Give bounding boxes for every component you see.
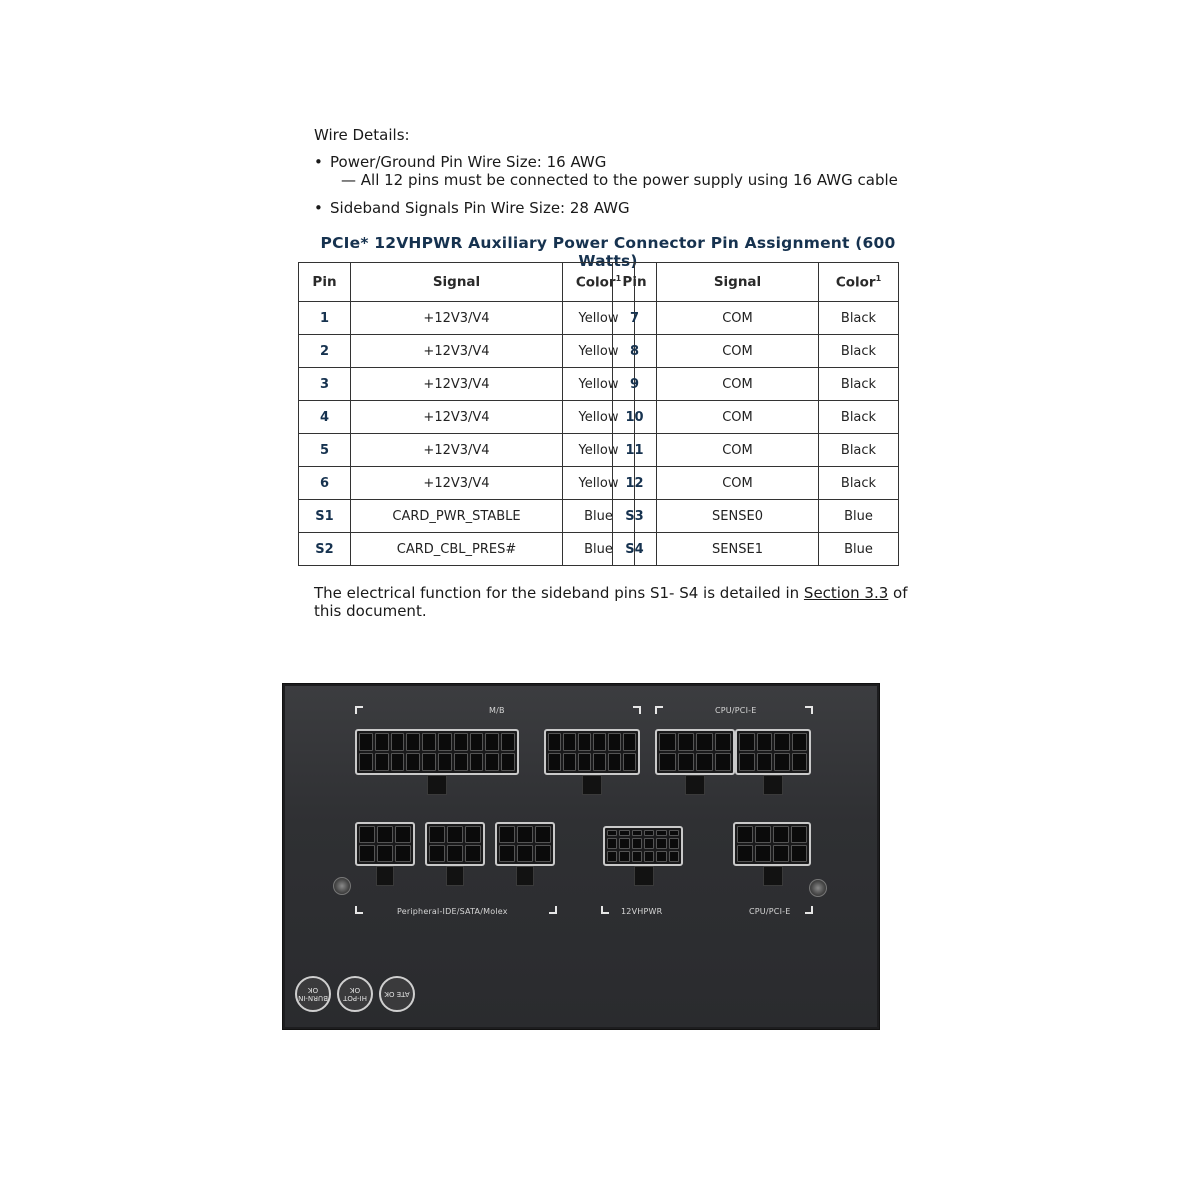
bracket-corner [549, 906, 557, 914]
signal-cell: CARD_CBL_PRES# [351, 533, 563, 566]
pin-cell: 5 [299, 434, 351, 467]
table-header-row [299, 263, 635, 302]
mb-18pin-connector [544, 729, 640, 775]
cpu-pcie-connector-top-1 [655, 729, 735, 775]
pin-cell: S4 [613, 533, 657, 566]
bracket-corner [633, 706, 641, 714]
table-row [613, 533, 899, 566]
pin-cell: 6 [299, 467, 351, 500]
bracket-corner [805, 706, 813, 714]
color-cell: Black [819, 335, 899, 368]
label-cpu-pcie-top: CPU/PCI-E [715, 706, 757, 715]
table-row [299, 500, 635, 533]
signal-cell: COM [657, 368, 819, 401]
signal-cell: COM [657, 467, 819, 500]
table-row [613, 500, 899, 533]
peripheral-connector-2 [425, 822, 485, 866]
header-color-footnote: 1 [875, 273, 882, 283]
bullet-sideband-text: Sideband Signals Pin Wire Size: 28 AWG [330, 199, 630, 217]
connector-latch [685, 775, 705, 795]
table-row [299, 401, 635, 434]
signal-cell: SENSE1 [657, 533, 819, 566]
table-row [613, 302, 899, 335]
burn-in-ok-seal: BURN-IN OK [295, 976, 331, 1012]
pin-cell: 1 [299, 302, 351, 335]
bracket-corner [805, 906, 813, 914]
pin-cell: 8 [613, 335, 657, 368]
mb-24pin-connector [355, 729, 519, 775]
table-row [299, 434, 635, 467]
color-cell: Yellow [563, 302, 635, 335]
signal-cell: SENSE0 [657, 500, 819, 533]
pin-cell: 7 [613, 302, 657, 335]
color-cell: Black [819, 302, 899, 335]
bullet-sideband-wire-size [314, 199, 630, 217]
header-color-text: Color [575, 274, 616, 291]
footnote-text-after: of this document. [314, 584, 908, 620]
header-color-footnote: 1 [615, 273, 622, 283]
table-row [613, 434, 899, 467]
header-color [819, 263, 899, 302]
connector-latch [763, 866, 783, 886]
peripheral-connector-3 [495, 822, 555, 866]
bullet-glyph: • [314, 199, 323, 217]
signal-cell: CARD_PWR_STABLE [351, 500, 563, 533]
signal-cell: +12V3/V4 [351, 335, 563, 368]
table-row [613, 467, 899, 500]
connector-latch [376, 866, 394, 886]
footnote-text-before: The electrical function for the sideband pins S1- S4 is detailed in [314, 584, 804, 602]
bracket-corner [601, 906, 609, 914]
signal-cell: +12V3/V4 [351, 368, 563, 401]
pin-cell: 12 [613, 467, 657, 500]
signal-cell: COM [657, 335, 819, 368]
bullet-power-wire-size [314, 153, 606, 171]
wire-details-heading: Wire Details: [314, 126, 410, 144]
sideband-footnote [314, 584, 934, 620]
bracket-corner [355, 906, 363, 914]
color-cell: Yellow [563, 467, 635, 500]
pin-cell: S3 [613, 500, 657, 533]
label-mb: M/B [489, 706, 505, 715]
color-cell: Yellow [563, 434, 635, 467]
signal-cell: +12V3/V4 [351, 434, 563, 467]
pin-cell: 9 [613, 368, 657, 401]
color-cell: Yellow [563, 401, 635, 434]
header-pin: Pin [299, 263, 351, 302]
table-row [299, 368, 635, 401]
signal-cell: COM [657, 401, 819, 434]
ate-ok-seal: ATE OK [379, 976, 415, 1012]
header-signal: Signal [657, 263, 819, 302]
hi-pot-ok-seal: HI-POT OK [337, 976, 373, 1012]
pin-cell: S1 [299, 500, 351, 533]
table-row [613, 401, 899, 434]
table-row [613, 335, 899, 368]
table-row [299, 302, 635, 335]
pin-cell: S2 [299, 533, 351, 566]
screw-icon [333, 877, 351, 895]
color-cell: Black [819, 467, 899, 500]
bullet-power-text: Power/Ground Pin Wire Size: 16 AWG [330, 153, 607, 171]
table-caption: PCIe* 12VHPWR Auxiliary Power Connector Pin Assignment (600 Watts) [320, 234, 896, 270]
bullet-glyph: • [314, 153, 323, 171]
12vhpwr-connector [603, 826, 683, 866]
table-row [613, 368, 899, 401]
pin-cell: 2 [299, 335, 351, 368]
color-cell: Blue [563, 500, 635, 533]
screw-icon [809, 879, 827, 897]
color-cell: Black [819, 368, 899, 401]
pin-table-right [612, 262, 899, 566]
psu-modular-panel-photo [282, 683, 880, 1030]
connector-latch [763, 775, 783, 795]
color-cell: Black [819, 434, 899, 467]
table-row [299, 335, 635, 368]
connector-latch [582, 775, 602, 795]
label-cpu-pcie-bottom: CPU/PCI-E [749, 907, 791, 916]
signal-cell: +12V3/V4 [351, 401, 563, 434]
label-12vhpwr: 12VHPWR [621, 907, 663, 916]
color-cell: Blue [563, 533, 635, 566]
bracket-corner [355, 706, 363, 714]
table-header-row [613, 263, 899, 302]
color-cell: Yellow [563, 368, 635, 401]
pin-cell: 3 [299, 368, 351, 401]
pin-cell: 10 [613, 401, 657, 434]
connector-latch [634, 866, 654, 886]
color-cell: Black [819, 401, 899, 434]
signal-cell: +12V3/V4 [351, 302, 563, 335]
color-cell: Yellow [563, 335, 635, 368]
connector-latch [427, 775, 447, 795]
header-color-text: Color [835, 274, 876, 291]
pin-cell: 11 [613, 434, 657, 467]
label-peripheral: Peripheral-IDE/SATA/Molex [397, 907, 508, 916]
color-cell: Blue [819, 500, 899, 533]
connector-latch [516, 866, 534, 886]
table-row [299, 467, 635, 500]
cpu-pcie-connector-bottom [733, 822, 811, 866]
color-cell: Blue [819, 533, 899, 566]
signal-cell: COM [657, 434, 819, 467]
header-signal: Signal [351, 263, 563, 302]
signal-cell: COM [657, 302, 819, 335]
bullet-power-subnote: — All 12 pins must be connected to the power supply using 16 AWG cable [341, 171, 898, 189]
section-3-3-link[interactable]: Section 3.3 [803, 584, 889, 602]
peripheral-connector-1 [355, 822, 415, 866]
pin-cell: 4 [299, 401, 351, 434]
bracket-corner [655, 706, 663, 714]
header-pin: Pin [613, 263, 657, 302]
cpu-pcie-connector-top-2 [735, 729, 811, 775]
signal-cell: +12V3/V4 [351, 467, 563, 500]
table-row [299, 533, 635, 566]
connector-latch [446, 866, 464, 886]
pin-table-left [298, 262, 635, 566]
